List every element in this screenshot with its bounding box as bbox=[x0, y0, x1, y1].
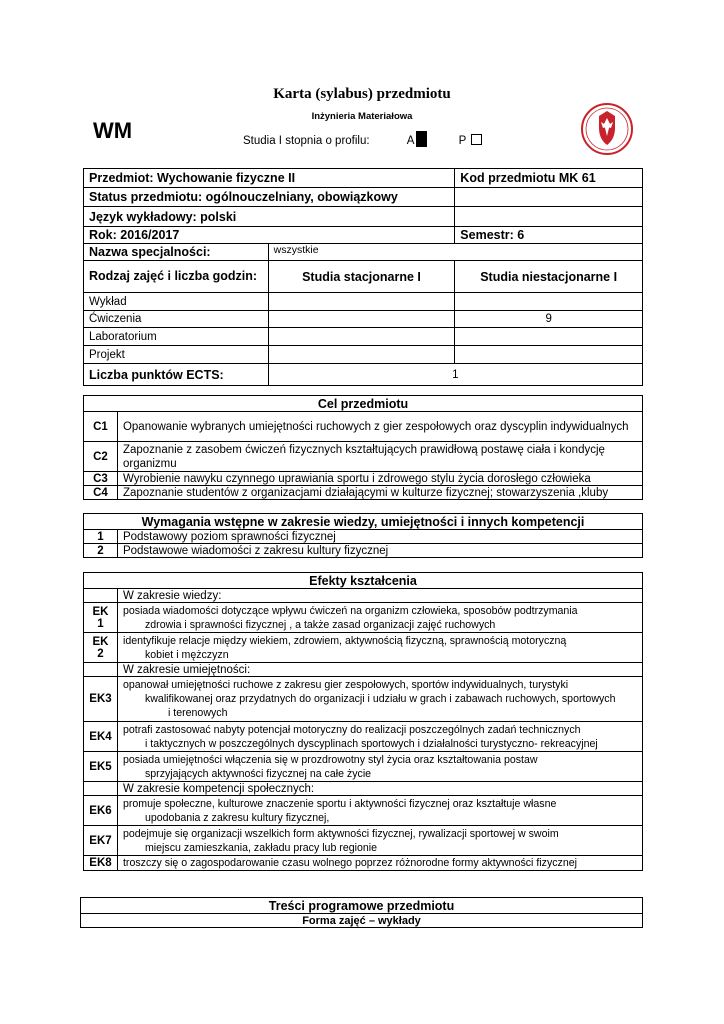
effect-text: posiada wiadomości dotyczące wpływu ćwiczeń na organizm człowieka, sposobów podtrzymania zdrowia i sprawności fizycznej , a także zasad organizacji zajęć ruchowych bbox=[117, 603, 642, 633]
class-type-lecture: Wykład bbox=[84, 293, 269, 311]
requirements-title: Wymagania wstępne w zakresie wiedzy, umiejętności i innych kompetencji bbox=[84, 514, 643, 530]
exercises-part-time-hours: 9 bbox=[455, 311, 643, 328]
class-type-laboratory: Laboratorium bbox=[84, 328, 269, 346]
section-skills: W zakresie umiejętności: bbox=[117, 663, 642, 677]
subject-language: Język wykładowy: polski bbox=[84, 207, 455, 227]
profile-a-label: A bbox=[406, 135, 415, 147]
requirement-text: Podstawowy poziom sprawności fizycznej bbox=[117, 530, 642, 544]
program-content-title: Treści programowe przedmiotu bbox=[81, 898, 643, 914]
effect-code: EK4 bbox=[84, 722, 118, 752]
document-title: Karta (sylabus) przedmiotu bbox=[273, 86, 451, 102]
subject-code: Kod przedmiotu MK 61 bbox=[455, 169, 643, 188]
section-social: W zakresie kompetencji społecznych: bbox=[117, 782, 642, 796]
effects-title: Efekty kształcenia bbox=[84, 573, 643, 589]
effect-text: troszczy się o zagospodarowanie czasu wolnego poprzez różnorodne formy aktywności fizycznej bbox=[117, 856, 642, 871]
requirement-code: 1 bbox=[84, 530, 118, 544]
effect-text: posiada umiejętności włączenia się w prozdrowotny styl życia oraz kształtowania postaw sprzyjających aktywności fizycznej na całe życie bbox=[117, 752, 642, 782]
goal-text: Wyrobienie nawyku czynnego uprawiania sportu i zdrowego stylu życia dorosłego człowieka bbox=[117, 472, 642, 486]
effect-code: EK 1 bbox=[84, 603, 118, 633]
specialty-label: Nazwa specjalności: bbox=[84, 244, 269, 261]
program-content-table bbox=[80, 897, 643, 928]
hours-label: Rodzaj zajęć i liczba godzin: bbox=[84, 261, 269, 293]
effect-text: identyfikuje relacje między wiekiem, zdrowiem, aktywnością fizyczną, sprawnością motoryczną kobiet i mężczyzn bbox=[117, 633, 642, 663]
effect-code: EK7 bbox=[84, 826, 118, 856]
profile-a-checkbox bbox=[416, 131, 427, 147]
effect-code: EK8 bbox=[84, 856, 118, 871]
effect-text: podejmuje się organizacji wszelkich form aktywności fizycznej, rywalizacji sportowej w swoim miejscu zamieszkania, zakładu pracy lub regionie bbox=[117, 826, 642, 856]
effect-text: promuje społeczne, kulturowe znaczenie sportu i aktywności fizycznej oraz kształtuje własne upodobania z zakresu kultury fizycznej, bbox=[117, 796, 642, 826]
specialty-value: wszystkie bbox=[268, 244, 642, 261]
effect-code: EK5 bbox=[84, 752, 118, 782]
profile-line bbox=[243, 131, 482, 147]
goal-text: Opanowanie wybranych umiejętności ruchowych z gier zespołowych oraz dyscyplin indywidualnych bbox=[117, 412, 642, 442]
effect-text: opanował umiejętności ruchowe z zakresu gier zespołowych, sportów indywidualnych, turystyki kwalifikowanej oraz przydatnych do organizacji i udziału w grach i zabawach ruchowych, sportowych i terenowych bbox=[117, 677, 642, 722]
info-table bbox=[83, 168, 643, 386]
profile-p-checkbox bbox=[471, 134, 482, 145]
semester: Semestr: 6 bbox=[455, 227, 643, 244]
goal-code: C2 bbox=[84, 442, 118, 472]
profile-p-label: P bbox=[458, 135, 467, 147]
requirement-text: Podstawowe wiadomości z zakresu kultury fizycznej bbox=[117, 544, 642, 558]
goal-text: Zapoznanie z zasobem ćwiczeń fizycznych kształtujących prawidłową postawę ciała i kondycję organizmu bbox=[117, 442, 642, 472]
faculty-name: Inżynieria Materiałowa bbox=[311, 111, 413, 122]
goals-table bbox=[83, 395, 643, 500]
academic-year: Rok: 2016/2017 bbox=[84, 227, 455, 244]
effect-code: EK6 bbox=[84, 796, 118, 826]
ects-value: 1 bbox=[268, 364, 642, 386]
class-type-project: Projekt bbox=[84, 346, 269, 364]
goal-text: Zapoznanie studentów z organizacjami działającymi w kulturze fizycznej; stowarzyszenia ,kluby bbox=[117, 486, 642, 500]
goal-code: C3 bbox=[84, 472, 118, 486]
goal-code: C1 bbox=[84, 412, 118, 442]
subject-status: Status przedmiotu: ogólnouczelniany, obowiązkowy bbox=[84, 188, 455, 207]
goals-title: Cel przedmiotu bbox=[84, 396, 643, 412]
class-type-exercises: Ćwiczenia bbox=[84, 311, 269, 328]
col-full-time: Studia stacjonarne I bbox=[268, 261, 455, 293]
requirement-code: 2 bbox=[84, 544, 118, 558]
section-knowledge: W zakresie wiedzy: bbox=[117, 589, 642, 603]
ects-label: Liczba punktów ECTS: bbox=[84, 364, 269, 386]
col-part-time: Studia niestacjonarne I bbox=[455, 261, 643, 293]
effects-table bbox=[83, 572, 643, 871]
effect-code: EK 2 bbox=[84, 633, 118, 663]
requirements-table bbox=[83, 513, 643, 558]
university-emblem-icon bbox=[580, 102, 634, 156]
profile-label: Studia I stopnia o profilu: bbox=[243, 135, 370, 147]
effect-code: EK3 bbox=[84, 677, 118, 722]
goal-code: C4 bbox=[84, 486, 118, 500]
effect-text: potrafi zastosować nabyty potencjał motoryczny do realizacji poszczególnych zadań technicznych i taktycznych w poszczególnych dyscyplinach sportowych i działalności turystyczno- rekreacyjnej bbox=[117, 722, 642, 752]
subject-name: Przedmiot: Wychowanie fizyczne II bbox=[84, 169, 455, 188]
logo-text: WM bbox=[93, 118, 133, 143]
class-form-subtitle: Forma zajęć – wykłady bbox=[81, 914, 643, 928]
